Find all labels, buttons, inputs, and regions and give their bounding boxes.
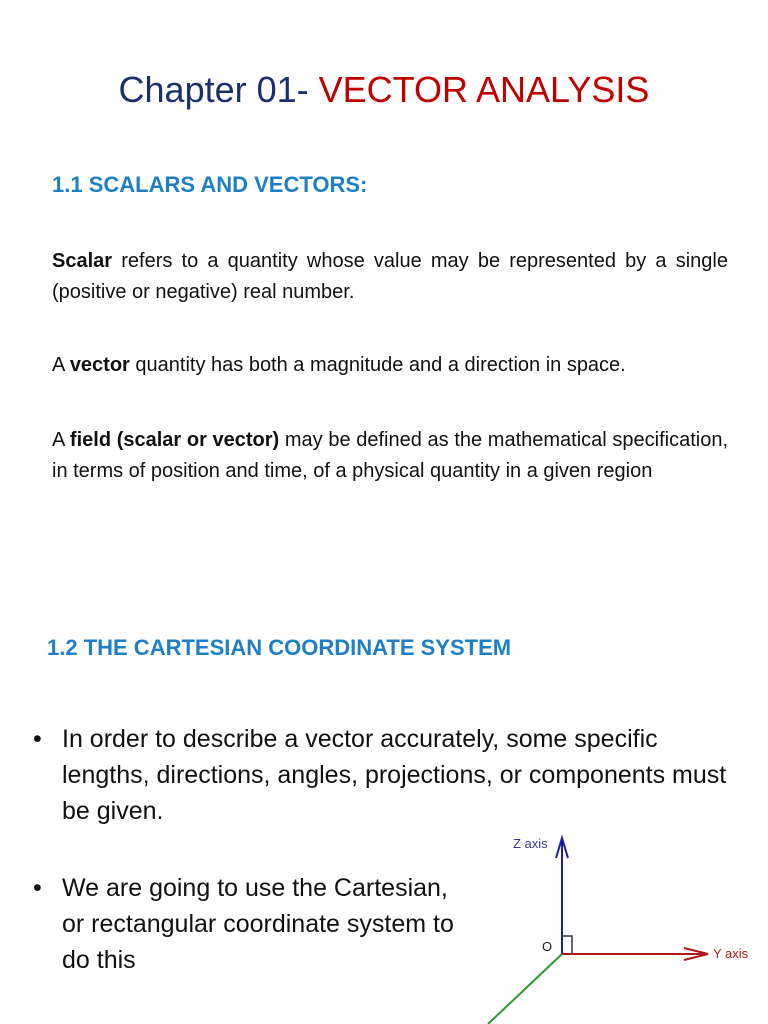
bullet-dot-icon: •	[33, 874, 42, 902]
field-term: field (scalar or vector)	[69, 429, 280, 451]
scalar-paragraph	[52, 246, 728, 308]
bullet-text: In order to describe a vector accurately, some specific lengths, directions, angles, projections, or components must be given.	[62, 725, 727, 825]
field-paragraph	[52, 425, 728, 487]
scalar-text: refers to a quantity whose value may be represented by a single (positive or negative) real number.	[52, 250, 728, 303]
bullet-item	[33, 721, 733, 829]
section-heading-scalars: 1.1 SCALARS AND VECTORS:	[52, 172, 368, 197]
vector-paragraph	[52, 350, 728, 381]
scalar-term: Scalar	[52, 250, 113, 272]
title-prefix: Chapter 01-	[118, 69, 309, 110]
right-angle-marker	[562, 936, 572, 954]
title-main: VECTOR ANALYSIS	[318, 69, 650, 110]
field-prefix: A	[52, 429, 65, 451]
section-heading-cartesian: 1.2 THE CARTESIAN COORDINATE SYSTEM	[47, 635, 512, 660]
bullet-dot-icon: •	[33, 725, 42, 753]
bullet-text: We are going to use the Cartesian, or rectangular coordinate system to do this	[62, 874, 454, 974]
origin-label: O	[542, 939, 553, 954]
x-axis-line	[488, 954, 562, 1024]
vector-text: quantity has both a magnitude and a direction in space.	[135, 354, 626, 376]
field-text: may be defined as the mathematical specification, in terms of position and time, of a physical quantity in a given region	[52, 429, 728, 482]
cartesian-axes-diagram	[480, 830, 768, 1024]
bullet-item	[33, 870, 473, 978]
page-title	[0, 66, 768, 114]
z-axis-label: Z axis	[513, 836, 548, 851]
y-axis-label: Y axis	[713, 946, 749, 961]
vector-term: vector	[69, 354, 130, 376]
vector-prefix: A	[52, 354, 65, 376]
